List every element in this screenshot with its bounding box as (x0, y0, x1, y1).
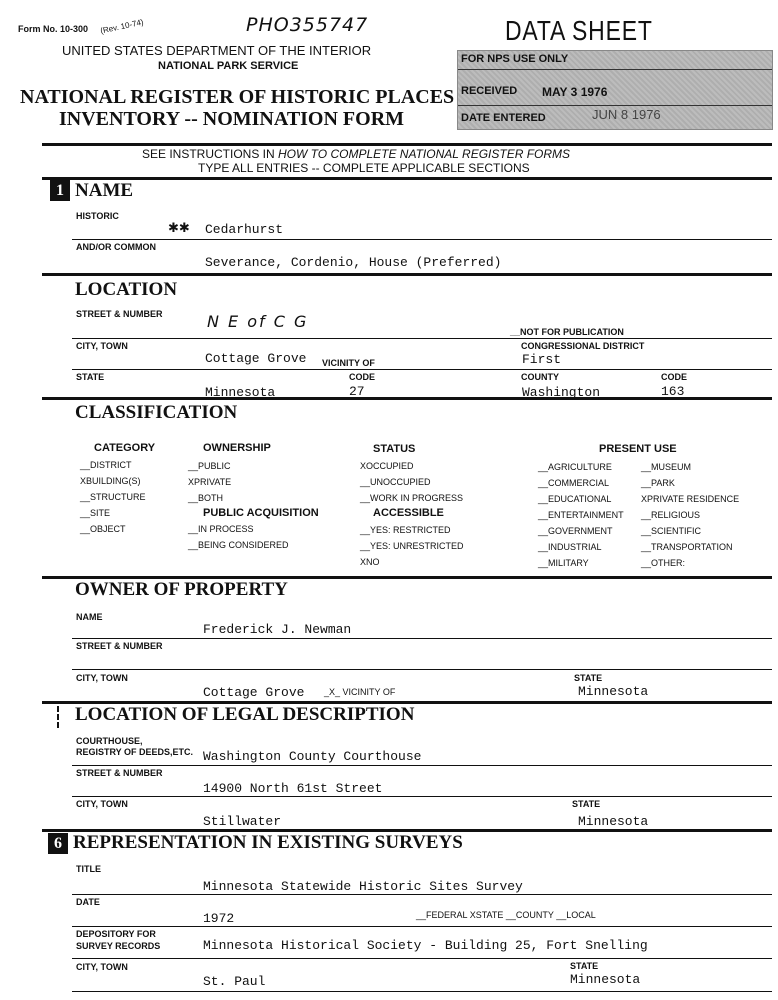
category-site: __SITE (80, 508, 111, 518)
use-entertainment: __ENTERTAINMENT (538, 510, 624, 520)
state-value: Minnesota (205, 385, 276, 400)
not-for-publication: __NOT FOR PUBLICATION (510, 327, 624, 337)
service-name: NATIONAL PARK SERVICE (158, 60, 299, 72)
depository-label-line1: DEPOSITORY FOR (76, 929, 156, 939)
category-building: XBUILDING(S) (80, 476, 141, 486)
date-entered-stamp: JUN 8 1976 (592, 107, 661, 122)
section-title-name: NAME (75, 180, 134, 201)
section-number-6: 6 (48, 833, 68, 854)
category-object: __OBJECT (80, 524, 126, 534)
form-revision: (Rev. 10-74) (99, 17, 145, 36)
section-title-legal: LOCATION OF LEGAL DESCRIPTION (75, 704, 415, 725)
historic-label: HISTORIC (76, 211, 119, 221)
common-name-value: Severance, Cordenio, House (Preferred) (205, 255, 502, 270)
vicinity-label: VICINITY OF (322, 358, 375, 368)
use-other: __OTHER: (641, 558, 686, 568)
state-code-label: CODE (349, 372, 376, 382)
instructions-line2: TYPE ALL ENTRIES -- COMPLETE APPLICABLE SECTIONS (198, 161, 530, 175)
survey-state-label: STATE (570, 961, 599, 971)
nps-use-box (457, 50, 773, 130)
legal-street-label: STREET & NUMBER (76, 768, 163, 778)
category-heading: CATEGORY (94, 442, 156, 454)
county-code-label: CODE (661, 372, 688, 382)
use-educational: __EDUCATIONAL (538, 494, 612, 504)
received-stamp: MAY 3 1976 (542, 85, 608, 99)
category-district: __DISTRICT (80, 460, 132, 470)
use-religious: __RELIGIOUS (641, 510, 701, 520)
common-name-label: AND/OR COMMON (76, 242, 156, 252)
present-use-left-list (538, 462, 624, 574)
acquisition-being-considered: __BEING CONSIDERED (188, 540, 289, 550)
present-use-heading: PRESENT USE (599, 443, 677, 455)
legal-state-label: STATE (572, 799, 601, 809)
section-title-classification: CLASSIFICATION (75, 402, 238, 423)
depository-value: Minnesota Historical Society - Building 25, Fort Snelling (203, 938, 648, 953)
courthouse-label-line2: REGISTRY OF DEEDS,ETC. (76, 747, 194, 757)
status-unoccupied: __UNOCCUPIED (360, 477, 431, 487)
owner-state-label: STATE (574, 673, 603, 683)
county-value: Washington (522, 385, 601, 400)
survey-city-label: CITY, TOWN (76, 962, 128, 972)
status-work-in-progress: __WORK IN PROGRESS (360, 493, 464, 503)
owner-street-label: STREET & NUMBER (76, 641, 163, 651)
data-sheet-heading: DATA SHEET (505, 15, 653, 46)
form-title-line2: INVENTORY -- NOMINATION FORM (59, 108, 405, 130)
county-label: COUNTY (521, 372, 559, 382)
status-occupied: XOCCUPIED (360, 461, 414, 471)
courthouse-value: Washington County Courthouse (203, 749, 422, 764)
city-label: CITY, TOWN (76, 341, 128, 351)
use-industrial: __INDUSTRIAL (538, 542, 602, 552)
legal-city-label: CITY, TOWN (76, 799, 128, 809)
accessible-restricted: __YES: RESTRICTED (360, 525, 451, 535)
use-park: __PARK (641, 478, 675, 488)
ownership-private: XPRIVATE (188, 477, 232, 487)
form-number: Form No. 10-300 (18, 24, 89, 34)
use-scientific: __SCIENTIFIC (641, 526, 702, 536)
present-use-right-list (641, 462, 739, 574)
street-handwritten: N E of C G (207, 312, 309, 331)
owner-state-value: Minnesota (578, 684, 649, 699)
accessible-list (360, 525, 464, 573)
state-code-value: 27 (349, 384, 365, 399)
received-label: RECEIVED (461, 85, 518, 97)
accessible-unrestricted: __YES: UNRESTRICTED (360, 541, 464, 551)
section-number-1: 1 (50, 180, 70, 201)
owner-name-value: Frederick J. Newman (203, 622, 352, 637)
section-title-location: LOCATION (75, 279, 178, 300)
status-heading: STATUS (373, 443, 416, 455)
date-entered-label: DATE ENTERED (461, 112, 546, 124)
survey-date-label: DATE (76, 897, 100, 907)
public-acquisition-list (188, 524, 289, 556)
acquisition-in-process: __IN PROCESS (188, 524, 254, 534)
owner-city-label: CITY, TOWN (76, 673, 128, 683)
ownership-both: __BOTH (188, 493, 224, 503)
ownership-heading: OWNERSHIP (203, 442, 271, 454)
owner-name-label: NAME (76, 612, 103, 622)
owner-city-value: Cottage Grove (203, 685, 305, 700)
section-title-owner: OWNER OF PROPERTY (75, 579, 288, 600)
use-private-residence: XPRIVATE RESIDENCE (641, 494, 740, 504)
survey-state-value: Minnesota (570, 972, 641, 987)
depository-label-line2: SURVEY RECORDS (76, 941, 161, 951)
section-title-surveys: REPRESENTATION IN EXISTING SURVEYS (73, 832, 463, 853)
historic-name-value: Cedarhurst (205, 222, 284, 237)
owner-vicinity: _X_ VICINITY OF (324, 687, 396, 697)
courthouse-label-line1: COURTHOUSE, (76, 736, 143, 746)
category-list (80, 460, 146, 540)
nps-use-label: FOR NPS USE ONLY (461, 53, 569, 65)
street-label: STREET & NUMBER (76, 309, 163, 319)
form-title-line1: NATIONAL REGISTER OF HISTORIC PLACES (20, 86, 455, 108)
status-list (360, 461, 463, 509)
use-agriculture: __AGRICULTURE (538, 462, 612, 472)
ownership-public: __PUBLIC (188, 461, 231, 471)
ownership-list (188, 461, 231, 509)
county-code-value: 163 (661, 384, 685, 399)
state-label: STATE (76, 372, 105, 382)
legal-state-value: Minnesota (578, 814, 649, 829)
congressional-district-value: First (522, 352, 562, 367)
use-commercial: __COMMERCIAL (538, 478, 610, 488)
city-value: Cottage Grove (205, 351, 307, 366)
use-military: __MILITARY (538, 558, 589, 568)
congressional-district-label: CONGRESSIONAL DISTRICT (521, 341, 645, 351)
historic-mark: ✱✱ (168, 220, 190, 235)
handwritten-reference-number: PHO355747 (246, 14, 369, 36)
survey-date-value: 1972 (203, 911, 235, 926)
instructions-line1: SEE INSTRUCTIONS IN HOW TO COMPLETE NATIONAL REGISTER FORMS (142, 147, 571, 161)
public-acquisition-heading: PUBLIC ACQUISITION (203, 507, 319, 519)
margin-mark (57, 706, 59, 728)
department-name: UNITED STATES DEPARTMENT OF THE INTERIOR (62, 43, 372, 58)
legal-street-value: 14900 North 61st Street (203, 781, 383, 796)
legal-city-value: Stillwater (203, 814, 282, 829)
use-museum: __MUSEUM (641, 462, 692, 472)
survey-city-value: St. Paul (203, 974, 266, 989)
use-government: __GOVERNMENT (538, 526, 613, 536)
survey-title-label: TITLE (76, 864, 101, 874)
category-structure: __STRUCTURE (80, 492, 146, 502)
accessible-no: XNO (360, 557, 380, 567)
survey-title-value: Minnesota Statewide Historic Sites Survey (203, 879, 523, 894)
survey-levels: __FEDERAL XSTATE __COUNTY __LOCAL (416, 910, 596, 920)
accessible-heading: ACCESSIBLE (373, 507, 444, 519)
use-transportation: __TRANSPORTATION (641, 542, 733, 552)
